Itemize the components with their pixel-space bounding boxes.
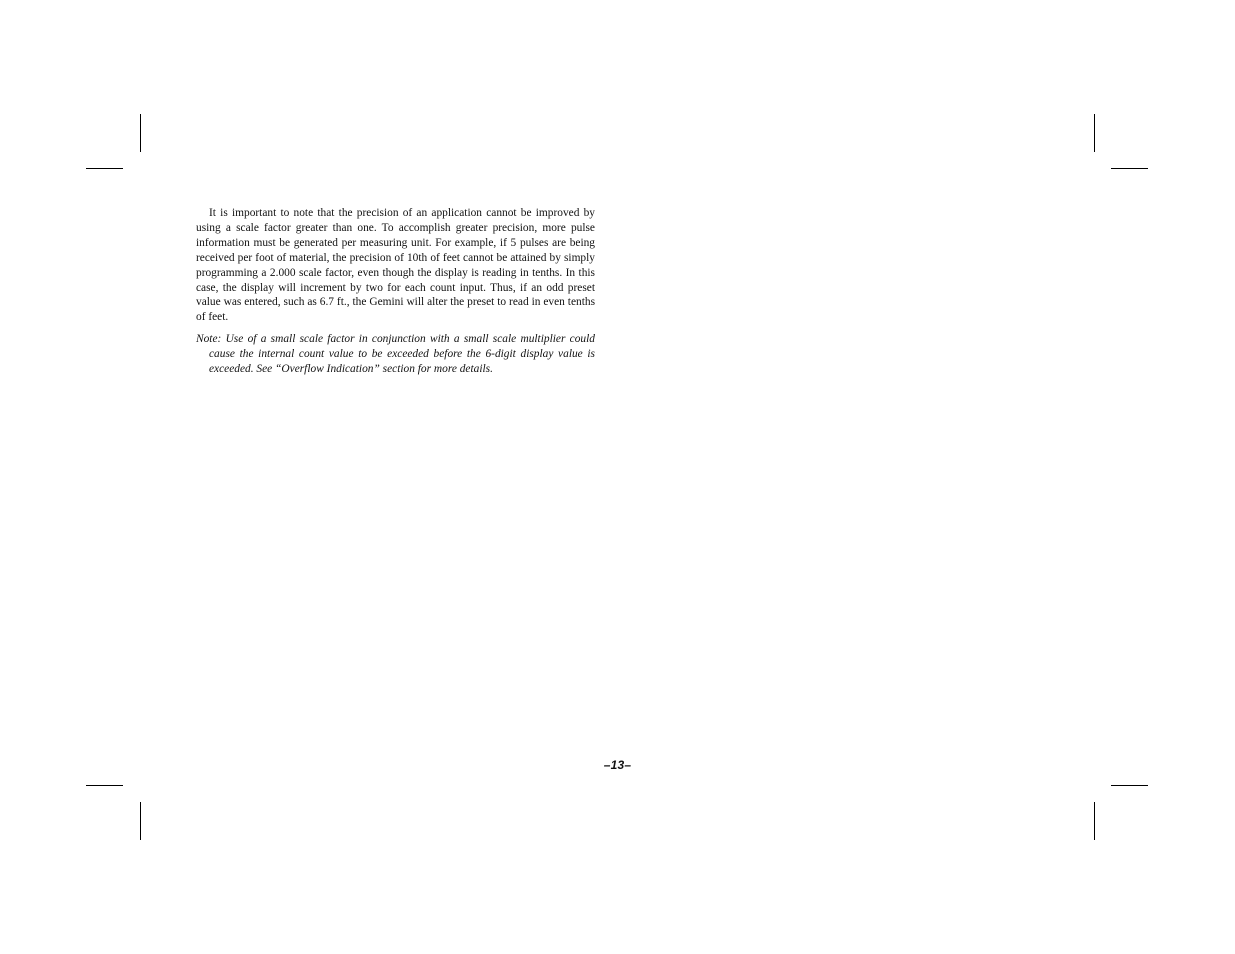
crop-mark-top-left-vertical [140,114,141,152]
crop-mark-bottom-left-vertical [140,802,141,840]
crop-mark-top-right-vertical [1094,114,1095,152]
text-block [196,206,595,377]
page-number: –13– [603,758,632,772]
crop-mark-bottom-left-horizontal [86,785,123,786]
crop-mark-bottom-right-horizontal [1111,785,1148,786]
crop-mark-bottom-right-vertical [1094,802,1095,840]
crop-mark-top-left-horizontal [86,168,123,169]
crop-mark-top-right-horizontal [1111,168,1148,169]
body-paragraph: It is important to note that the precision of an application cannot be improved by using a scale factor greater than one. To accomplish greater precision, more pulse information must be generated per measuring unit. For example, if 5 pulses are being received per foot of material, the precision of 10th of feet cannot be attained by simply programming a 2.000 scale factor, even though the display is reading in tenths. In this case, the display will increment by two for each count input. Thus, if an odd preset value was entered, such as 6.7 ft., the Gemini will alter the preset to read in even tenths of feet. [196,207,595,324]
note-paragraph: Note: Use of a small scale factor in conjunction with a small scale multiplier could cause the internal count value to be exceeded before the 6-digit display value is exceeded. See “Overflow Indication” section for more details. [196,333,595,376]
